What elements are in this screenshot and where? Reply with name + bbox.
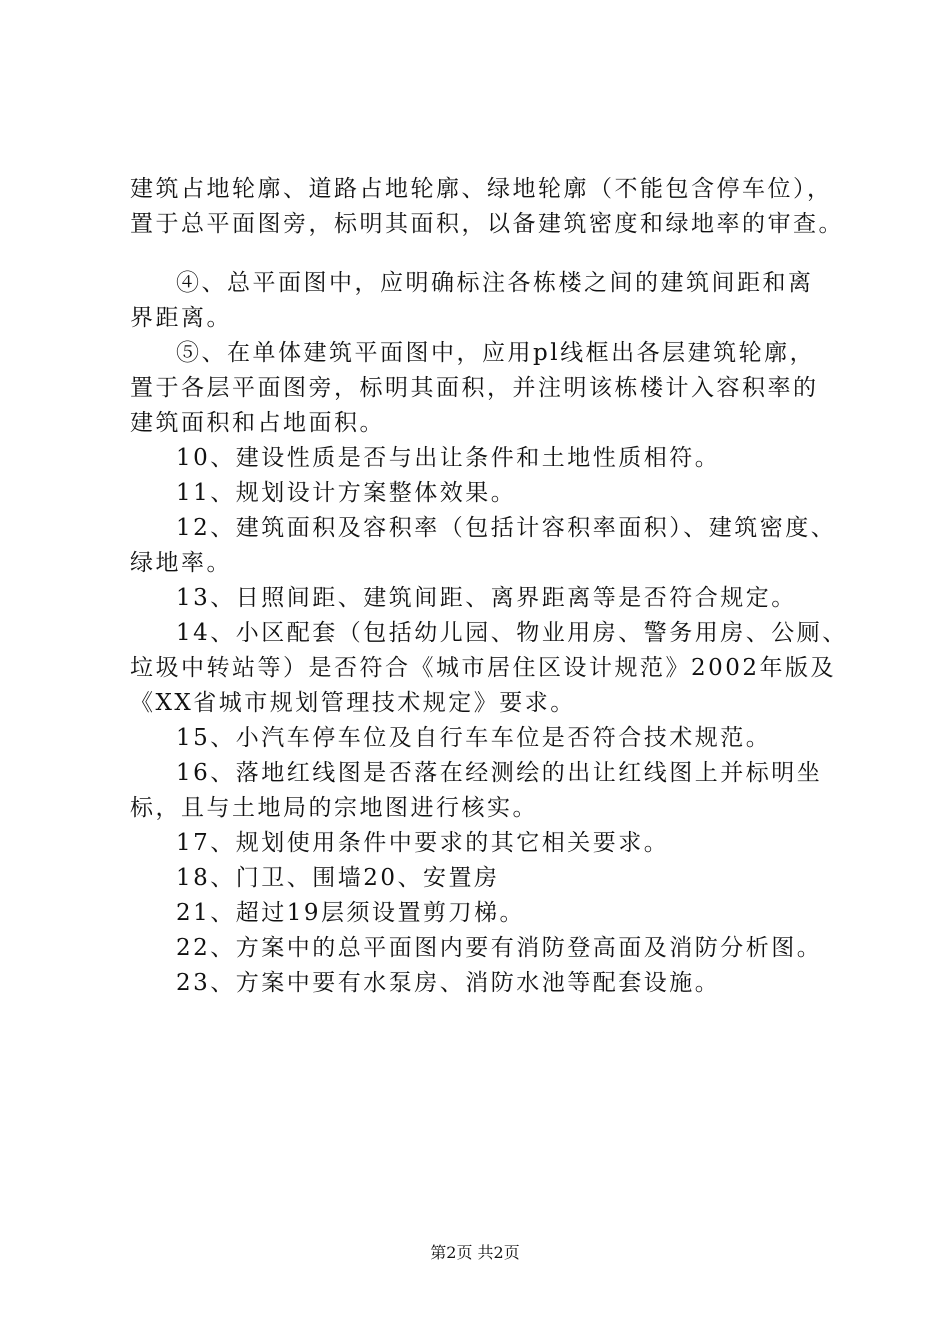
text-line: 18、门卫、围墙20、安置房 — [176, 865, 500, 891]
text-line: 17、规划使用条件中要求的其它相关要求。 — [176, 830, 670, 856]
text-line: 置于总平面图旁，标明其面积，以备建筑密度和绿地率的审查。 — [130, 211, 844, 237]
text-line: 16、落地红线图是否落在经测绘的出让红线图上并标明坐 — [176, 760, 823, 786]
text-line: 《XX省城市规划管理技术规定》要求。 — [130, 690, 576, 716]
text-line: 14、小区配套（包括幼儿园、物业用房、警务用房、公厕、 — [176, 620, 848, 646]
text-line: ⑤、在单体建筑平面图中，应用pl线框出各层建筑轮廓， — [176, 340, 816, 366]
page-footer: 第2页 共2页 — [430, 1243, 520, 1262]
text-line: 界距离。 — [130, 305, 232, 331]
text-line: 垃圾中转站等）是否符合《城市居住区设计规范》2002年版及 — [130, 655, 837, 681]
text-line: 11、规划设计方案整体效果。 — [176, 480, 517, 506]
paragraph-gap — [130, 242, 850, 266]
document-body — [130, 172, 850, 1001]
text-line: ④、总平面图中，应明确标注各栋楼之间的建筑间距和离 — [176, 270, 814, 296]
text-line: 建筑面积和占地面积。 — [130, 410, 385, 436]
text-line: 23、方案中要有水泵房、消防水池等配套设施。 — [176, 970, 721, 996]
text-line: 10、建设性质是否与出让条件和土地性质相符。 — [176, 445, 721, 471]
text-line: 21、超过19层须设置剪刀梯。 — [176, 900, 526, 926]
text-line: 15、小汽车停车位及自行车车位是否符合技术规范。 — [176, 725, 772, 751]
text-line: 绿地率。 — [130, 550, 232, 576]
text-line: 建筑占地轮廓、道路占地轮廓、绿地轮廓（不能包含停车位）， — [130, 176, 833, 202]
text-line: 22、方案中的总平面图内要有消防登高面及消防分析图。 — [176, 935, 823, 961]
text-line: 置于各层平面图旁，标明其面积，并注明该栋楼计入容积率的 — [130, 375, 819, 401]
text-line: 13、日照间距、建筑间距、离界距离等是否符合规定。 — [176, 585, 797, 611]
text-line: 12、建筑面积及容积率（包括计容积率面积）、建筑密度、 — [176, 515, 837, 541]
text-line: 标，且与土地局的宗地图进行核实。 — [130, 795, 538, 821]
